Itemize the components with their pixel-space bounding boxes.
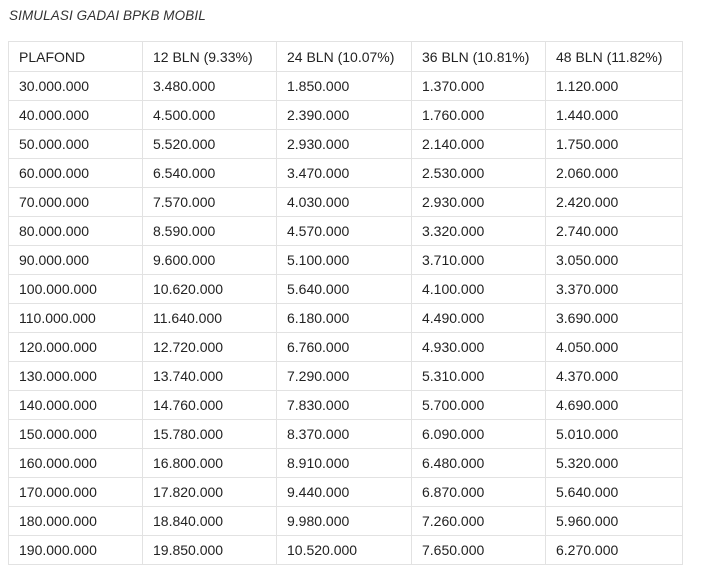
plafond-cell: 140.000.000 <box>9 391 143 420</box>
table-row <box>9 72 683 101</box>
bln-48-cell: 2.740.000 <box>546 217 683 246</box>
bln-24-cell: 6.760.000 <box>277 333 412 362</box>
header-48-bln: 48 BLN (11.82%) <box>546 42 683 72</box>
bln-12-cell: 11.640.000 <box>143 304 277 333</box>
table-row <box>9 507 683 536</box>
bln-48-cell: 2.420.000 <box>546 188 683 217</box>
bln-24-cell: 10.520.000 <box>277 536 412 565</box>
table-header-row <box>9 42 683 72</box>
plafond-cell: 80.000.000 <box>9 217 143 246</box>
table-row <box>9 217 683 246</box>
bln-48-cell: 6.270.000 <box>546 536 683 565</box>
bln-12-cell: 19.850.000 <box>143 536 277 565</box>
page-title: SIMULASI GADAI BPKB MOBIL <box>9 8 206 23</box>
bln-36-cell: 2.140.000 <box>412 130 546 159</box>
header-12-bln: 12 BLN (9.33%) <box>143 42 277 72</box>
plafond-cell: 60.000.000 <box>9 159 143 188</box>
bln-12-cell: 8.590.000 <box>143 217 277 246</box>
bln-24-cell: 5.100.000 <box>277 246 412 275</box>
bln-36-cell: 1.370.000 <box>412 72 546 101</box>
bln-24-cell: 5.640.000 <box>277 275 412 304</box>
header-36-bln: 36 BLN (10.81%) <box>412 42 546 72</box>
bln-12-cell: 5.520.000 <box>143 130 277 159</box>
bln-48-cell: 5.010.000 <box>546 420 683 449</box>
bln-36-cell: 4.100.000 <box>412 275 546 304</box>
bln-36-cell: 3.710.000 <box>412 246 546 275</box>
bln-48-cell: 1.440.000 <box>546 101 683 130</box>
table-row <box>9 159 683 188</box>
table-row <box>9 391 683 420</box>
table-row <box>9 333 683 362</box>
bln-24-cell: 7.830.000 <box>277 391 412 420</box>
table-row <box>9 478 683 507</box>
bln-12-cell: 3.480.000 <box>143 72 277 101</box>
table-row <box>9 362 683 391</box>
table-row <box>9 304 683 333</box>
bln-12-cell: 7.570.000 <box>143 188 277 217</box>
bln-36-cell: 4.490.000 <box>412 304 546 333</box>
header-24-bln: 24 BLN (10.07%) <box>277 42 412 72</box>
bln-48-cell: 5.320.000 <box>546 449 683 478</box>
plafond-cell: 40.000.000 <box>9 101 143 130</box>
bln-48-cell: 5.960.000 <box>546 507 683 536</box>
bln-24-cell: 2.930.000 <box>277 130 412 159</box>
table-row <box>9 275 683 304</box>
bln-24-cell: 4.570.000 <box>277 217 412 246</box>
plafond-cell: 170.000.000 <box>9 478 143 507</box>
table-row <box>9 188 683 217</box>
table-row <box>9 101 683 130</box>
plafond-cell: 110.000.000 <box>9 304 143 333</box>
bln-24-cell: 3.470.000 <box>277 159 412 188</box>
bln-12-cell: 16.800.000 <box>143 449 277 478</box>
bln-48-cell: 3.050.000 <box>546 246 683 275</box>
bln-36-cell: 6.090.000 <box>412 420 546 449</box>
bln-48-cell: 3.690.000 <box>546 304 683 333</box>
bln-36-cell: 6.480.000 <box>412 449 546 478</box>
bln-12-cell: 4.500.000 <box>143 101 277 130</box>
bln-12-cell: 6.540.000 <box>143 159 277 188</box>
bln-48-cell: 3.370.000 <box>546 275 683 304</box>
table-row <box>9 536 683 565</box>
bln-12-cell: 17.820.000 <box>143 478 277 507</box>
bln-12-cell: 14.760.000 <box>143 391 277 420</box>
bln-24-cell: 2.390.000 <box>277 101 412 130</box>
table-row <box>9 246 683 275</box>
plafond-cell: 150.000.000 <box>9 420 143 449</box>
bln-24-cell: 4.030.000 <box>277 188 412 217</box>
header-plafond: PLAFOND <box>9 42 143 72</box>
bln-24-cell: 8.370.000 <box>277 420 412 449</box>
table-row <box>9 420 683 449</box>
plafond-cell: 90.000.000 <box>9 246 143 275</box>
bln-36-cell: 4.930.000 <box>412 333 546 362</box>
bln-48-cell: 2.060.000 <box>546 159 683 188</box>
plafond-cell: 130.000.000 <box>9 362 143 391</box>
bln-24-cell: 8.910.000 <box>277 449 412 478</box>
bln-24-cell: 7.290.000 <box>277 362 412 391</box>
bln-48-cell: 5.640.000 <box>546 478 683 507</box>
bln-24-cell: 1.850.000 <box>277 72 412 101</box>
table-row <box>9 449 683 478</box>
bln-36-cell: 2.930.000 <box>412 188 546 217</box>
bln-36-cell: 1.760.000 <box>412 101 546 130</box>
bln-12-cell: 15.780.000 <box>143 420 277 449</box>
bln-12-cell: 12.720.000 <box>143 333 277 362</box>
bln-48-cell: 4.690.000 <box>546 391 683 420</box>
bln-36-cell: 3.320.000 <box>412 217 546 246</box>
plafond-cell: 190.000.000 <box>9 536 143 565</box>
bln-48-cell: 4.370.000 <box>546 362 683 391</box>
bln-24-cell: 9.980.000 <box>277 507 412 536</box>
plafond-cell: 70.000.000 <box>9 188 143 217</box>
bln-36-cell: 7.260.000 <box>412 507 546 536</box>
bln-24-cell: 6.180.000 <box>277 304 412 333</box>
plafond-cell: 100.000.000 <box>9 275 143 304</box>
bln-12-cell: 9.600.000 <box>143 246 277 275</box>
bln-12-cell: 13.740.000 <box>143 362 277 391</box>
plafond-cell: 50.000.000 <box>9 130 143 159</box>
bln-24-cell: 9.440.000 <box>277 478 412 507</box>
bln-12-cell: 18.840.000 <box>143 507 277 536</box>
bln-48-cell: 4.050.000 <box>546 333 683 362</box>
bln-48-cell: 1.750.000 <box>546 130 683 159</box>
bln-48-cell: 1.120.000 <box>546 72 683 101</box>
bln-36-cell: 7.650.000 <box>412 536 546 565</box>
bln-36-cell: 5.700.000 <box>412 391 546 420</box>
plafond-cell: 30.000.000 <box>9 72 143 101</box>
simulation-table <box>8 41 683 565</box>
table-body <box>9 72 683 565</box>
plafond-cell: 120.000.000 <box>9 333 143 362</box>
bln-12-cell: 10.620.000 <box>143 275 277 304</box>
plafond-cell: 160.000.000 <box>9 449 143 478</box>
table-row <box>9 130 683 159</box>
plafond-cell: 180.000.000 <box>9 507 143 536</box>
bln-36-cell: 2.530.000 <box>412 159 546 188</box>
bln-36-cell: 5.310.000 <box>412 362 546 391</box>
bln-36-cell: 6.870.000 <box>412 478 546 507</box>
